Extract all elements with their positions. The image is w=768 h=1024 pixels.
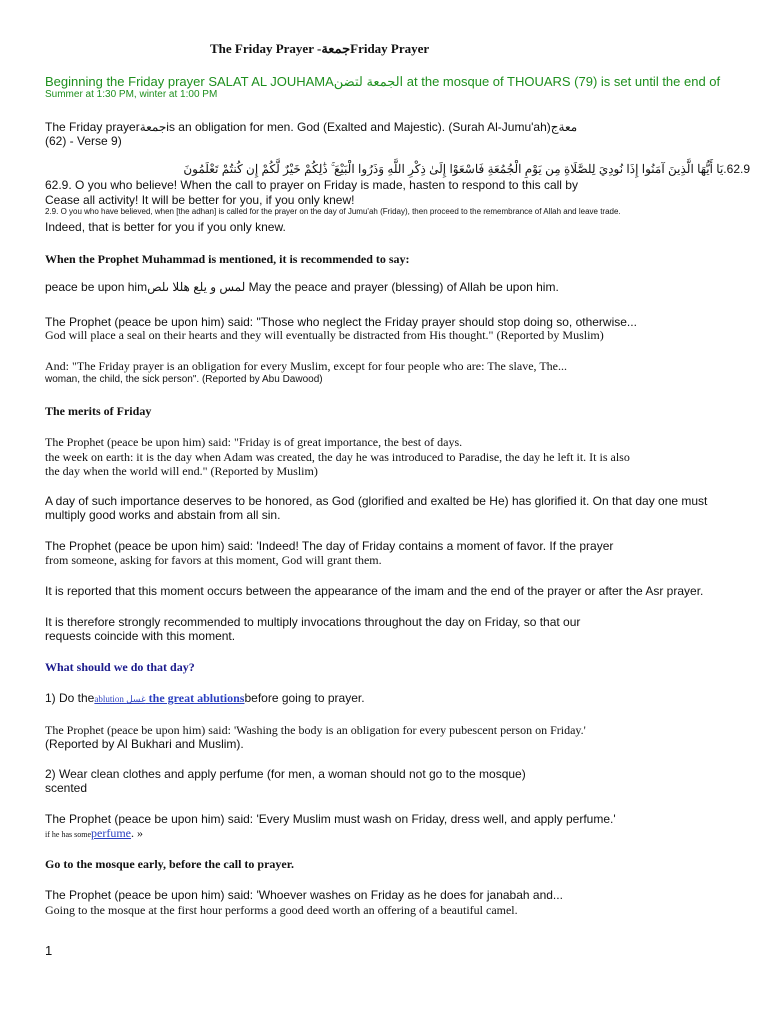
todo-item-1-suffix: before going to prayer. (244, 691, 365, 705)
every-muslim-line-1: The Prophet (peace be upon him) said: 'Every Muslim must wash on Friday, dress well, and apply perfume.' (45, 812, 616, 826)
merits-invoke-2: requests coincide with this moment. (45, 629, 236, 643)
intro-line-2: Summer at 1:30 PM, winter at 1:00 PM (45, 89, 218, 100)
merits-favor-1: The Prophet (peace be upon him) said: 'Indeed! The day of Friday contains a moment of favor. If the prayer (45, 539, 614, 553)
every-muslim-line-2 (45, 826, 143, 841)
merits-invoke-1: It is therefore strongly recommended to multiply invocations throughout the day on Friday, so that our (45, 615, 581, 629)
early-line-2: Going to the mosque at the first hour performs a good deed worth an offering of a beautiful camel. (45, 903, 518, 917)
merits-hadith-3: the day when the world will end." (Reported by Muslim) (45, 464, 318, 478)
todo-item-1 (45, 691, 365, 706)
wash-line-1: The Prophet (peace be upon him) said: 'Washing the body is an obligation for every pubescent person on Friday.' (45, 723, 586, 737)
neglect-line-2: God will place a seal on their hearts and they will eventually be distracted from His thought." (Reported by Muslim) (45, 328, 604, 342)
page-number: 1 (45, 943, 53, 958)
mention-line: peace be upon himلمس و يلع هللا ىلص May the peace and prayer (blessing) of Allah be upon him. (45, 280, 559, 294)
verse-alt-translation: 2.9. O you who have believed, when [the adhan] is called for the prayer on the day of Jumu'ah (Friday), then proceed to the remembrance of Allah and leave trade. (45, 207, 621, 216)
merits-hadith-1: The Prophet (peace be upon him) said: "Friday is of great importance, the best of days. (45, 435, 463, 449)
verse-english-1: 62.9. O you who believe! When the call to prayer on Friday is made, hasten to respond to this call by (45, 178, 578, 192)
verse-english-2: Cease all activity! It will be better for you, if you only knew! (45, 193, 355, 207)
verse-arabic: 62.9.يَا أَيُّهَا الَّذِينَ آمَنُوا إِذَا نُودِيَ لِلصَّلَاةِ مِن يَوْمِ الْجُمُعَةِ فَاسْعَوْا إِلَىٰ ذِكْرِ اللَّهِ وَذَرُوا الْبَيْعَ ۚ ذَٰلِكُمْ خَيْرٌ لَّكُمْ إِن كُنتُمْ تَعْلَمُونَ (183, 162, 750, 176)
todo-item-2-line-2: scented (45, 781, 88, 795)
mention-heading: When the Prophet Muhammad is mentioned, it is recommended to say: (45, 252, 410, 266)
merits-honor-2: multiply good works and abstain from all sin. (45, 508, 281, 522)
obligation-line-2: (62) - Verse 9) (45, 134, 122, 148)
perfume-link[interactable]: perfume (91, 826, 131, 840)
every-muslim-suffix: . » (130, 826, 143, 840)
great-ablutions-link[interactable]: the great ablutions (145, 691, 245, 705)
early-line-1: The Prophet (peace be upon him) said: 'Whoever washes on Friday as he does for janabah and... (45, 888, 563, 902)
wash-line-2: (Reported by Al Bukhari and Muslim). (45, 737, 244, 751)
merits-heading: The merits of Friday (45, 404, 152, 418)
early-heading: Go to the mosque early, before the call to prayer. (45, 857, 294, 871)
todo-item-1-prefix: 1) Do the (45, 691, 95, 705)
merits-moment: It is reported that this moment occurs between the appearance of the imam and the end of the prayer or after the Asr prayer. (45, 584, 704, 598)
todo-item-2-line-1: 2) Wear clean clothes and apply perfume (for men, a woman should not go to the mosque) (45, 767, 526, 781)
every-muslim-prefix: if he has some (45, 830, 91, 839)
merits-honor-1: A day of such importance deserves to be honored, as God (glorified and exalted be He) has glorified it. On that day one must (45, 494, 708, 508)
page-title: The Friday Prayer -جمعةFriday Prayer (210, 41, 430, 56)
ablution-link[interactable]: ablution غسل (94, 694, 146, 704)
todo-heading: What should we do that day? (45, 660, 195, 674)
exceptions-line-2: woman, the child, the sick person". (Reported by Abu Dawood) (45, 374, 323, 385)
exceptions-line-1: And: "The Friday prayer is an obligation for every Muslim, except for four people who are: The slave, The... (45, 359, 567, 373)
merits-favor-2: from someone, asking for favors at this moment, God will grant them. (45, 553, 382, 567)
verse-english-3: Indeed, that is better for you if you only knew. (45, 220, 286, 234)
obligation-line-1: The Friday prayerجمعةis an obligation for men. God (Exalted and Majestic). (Surah Al-Jumu'ah)معةج (45, 120, 578, 134)
intro-line-1: Beginning the Friday prayer SALAT AL JOUHAMAالجمعة لتضن at the mosque of THOUARS (79) is set until the end of (45, 74, 721, 89)
merits-hadith-2: the week on earth: it is the day when Adam was created, the day he was introduced to Paradise, the day he left it. It is also (45, 450, 630, 464)
neglect-line-1: The Prophet (peace be upon him) said: "Those who neglect the Friday prayer should stop doing so, otherwise... (45, 315, 637, 329)
